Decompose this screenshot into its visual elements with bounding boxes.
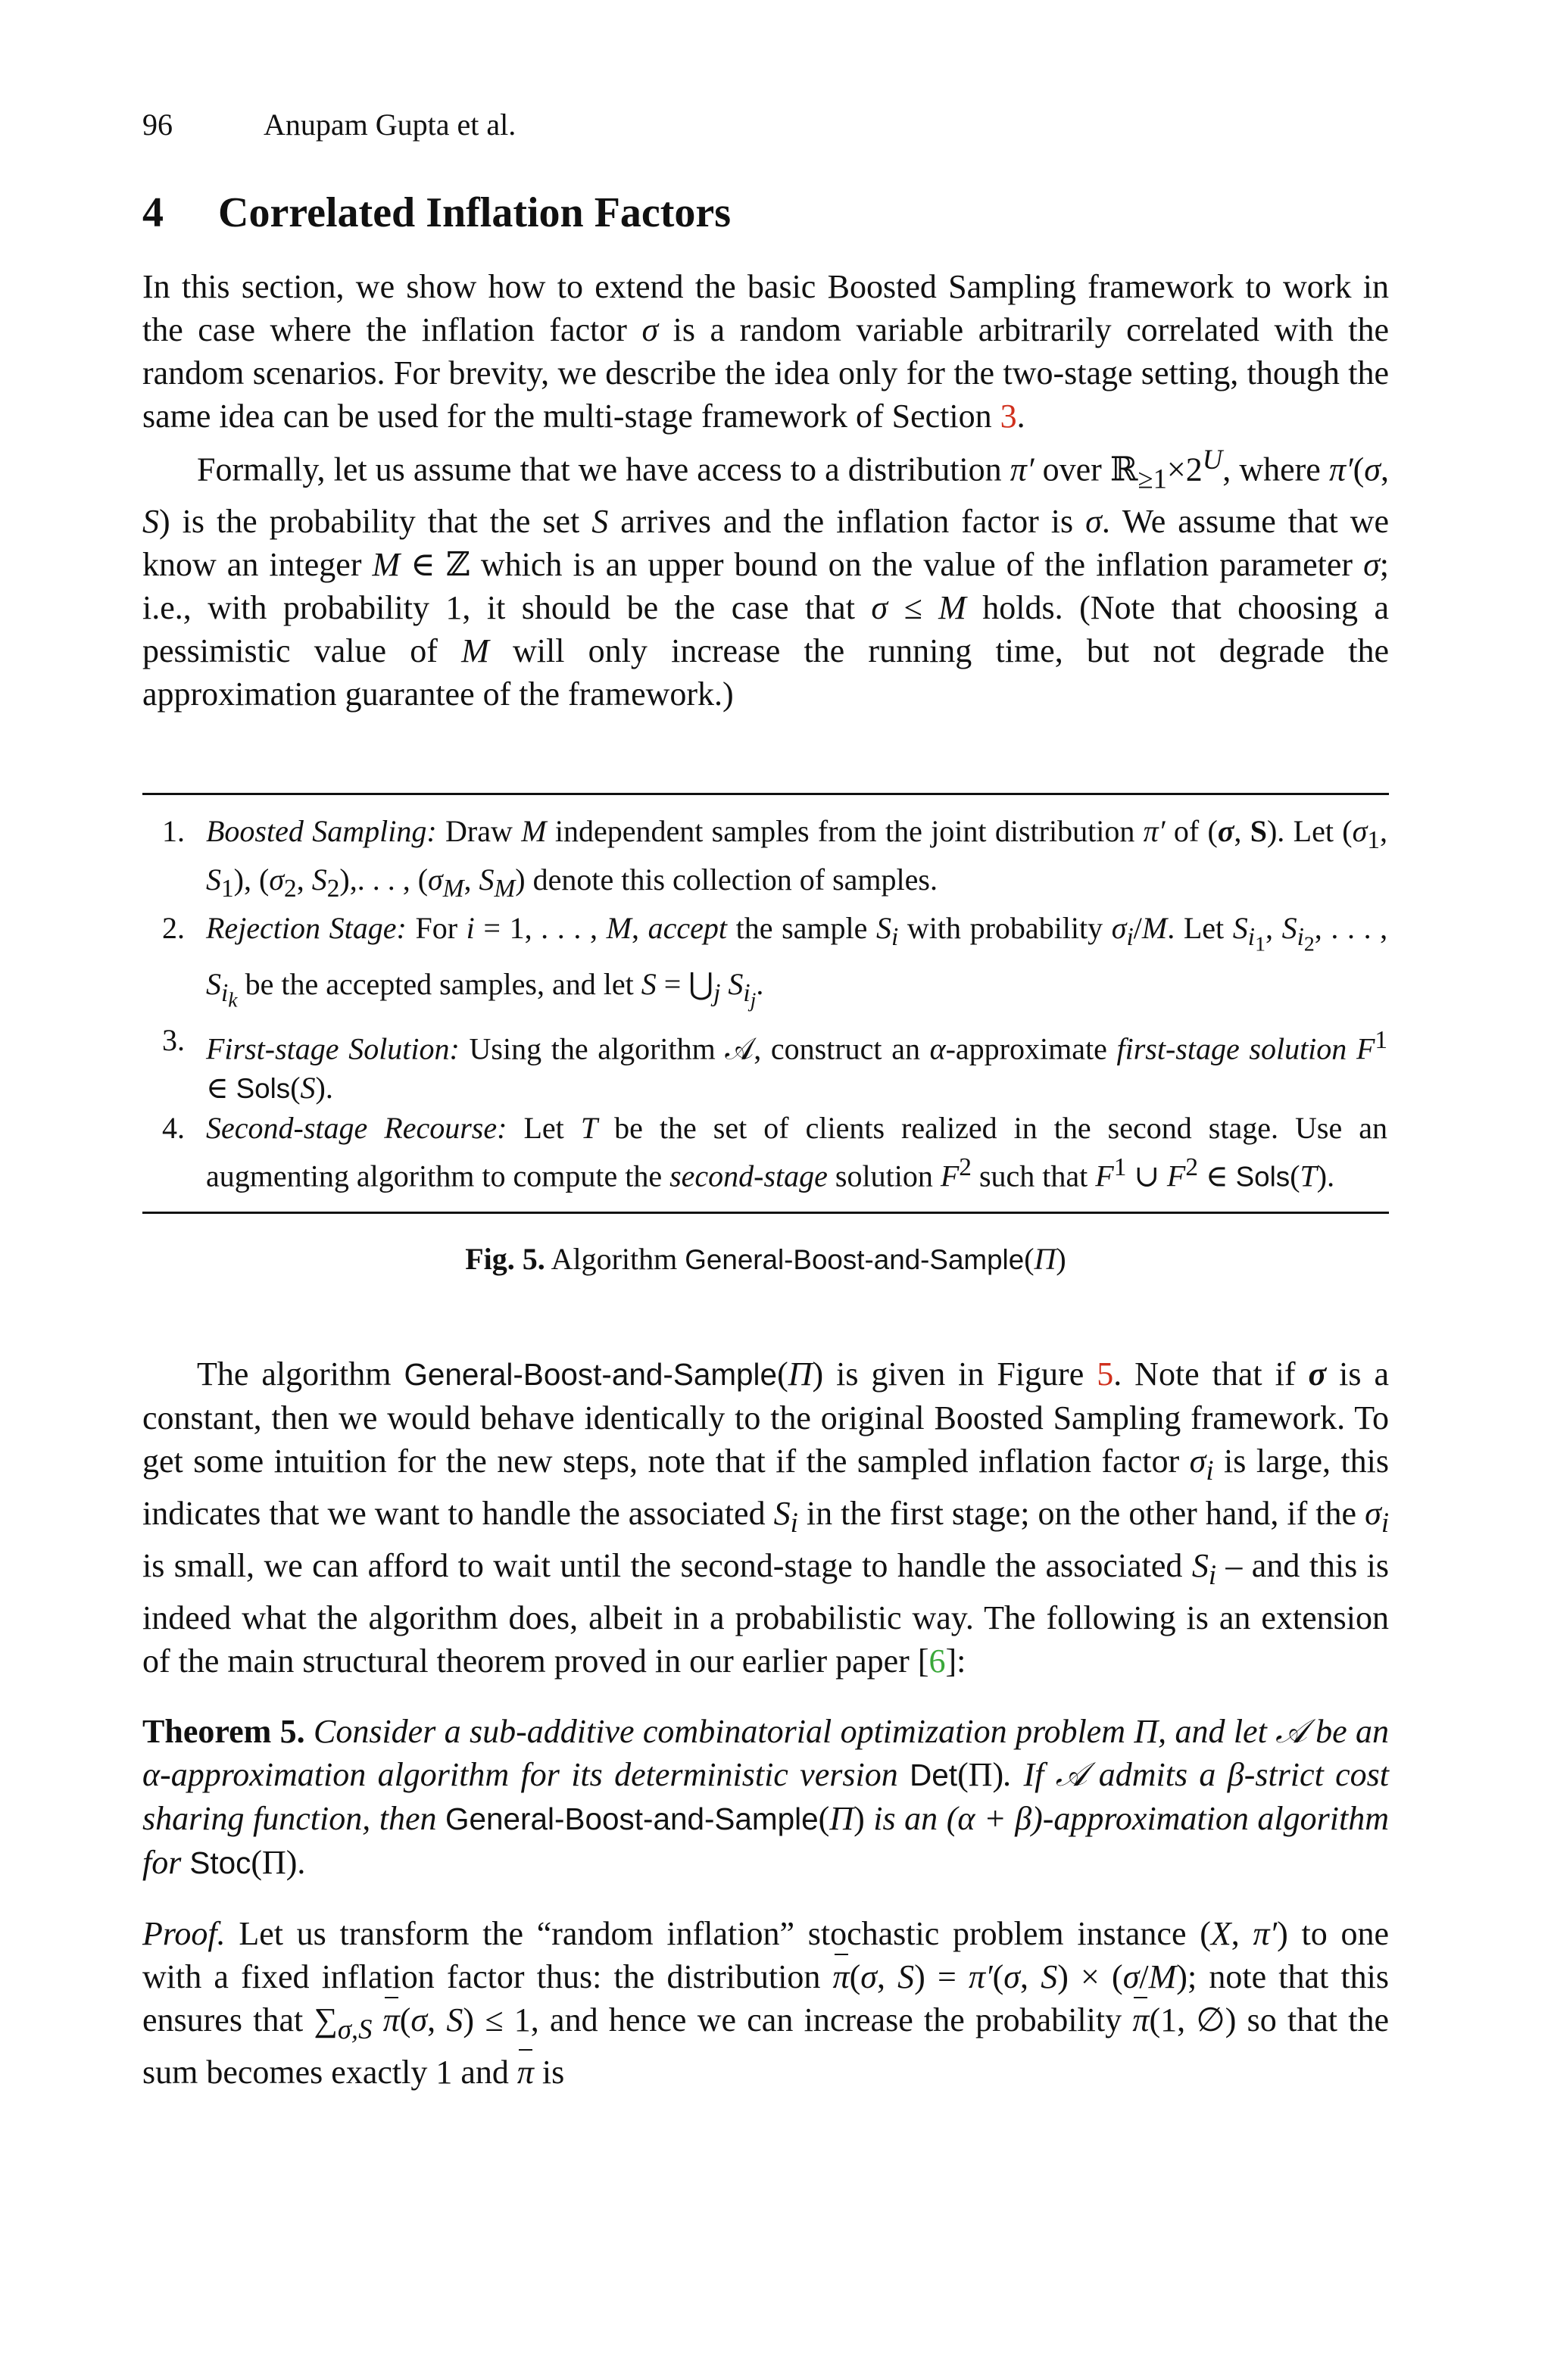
body-paragraph: The algorithm General-Boost-and-Sample(Π) is given in Figure 5. Note that if σ is a constant, then we would behave identically to the original Boosted Sampling framework. To get some intuition for the new steps, note that if the sampled inflation factor $\sigma_i$ is large, this indicates that we want to handle the associated $S_i$ in the first stage; on the other hand, if the $\sigma_i$ is small, we can afford to wait until the second-stage to handle the associated $S_i$ – and this is indeed what the algorithm does, albeit in a probabilistic way. The following is an extension of the main structural theorem proved in our earlier paper [6]:: [142, 1355, 1390, 1680]
section-heading: [142, 186, 1389, 239]
theorem: Theorem 5. Consider a sub-additive combinatorial optimization problem Π, and let 𝒜 be an α-approximation algorithm for its deterministic version Det(Π). If 𝒜 admits a β-strict cost sharing function, then General-Boost-and-Sample(Π) is an (α + β)-approximation algorithm for Stoc(Π).: [142, 1712, 1390, 1881]
figure-ref-link[interactable]: 5: [1097, 1355, 1114, 1393]
section-ref-link[interactable]: 3: [1000, 398, 1017, 435]
proof: Proof. Let us transform the “random inflation” stochastic problem instance (X, π′) to one with a fixed inflation factor thus: the distribution π(σ, S) = π′(σ, S) × (σ/M); note that this ensures that $\sum_{\sigma,S}$ π(σ, S) ≤ 1, and hence we can increase the probability π(1, ∅) so that the sum becomes exactly 1 and π is: [142, 1912, 1389, 2094]
algorithm-steps: [142, 812, 1389, 1196]
running-head-authors: Anupam Gupta et al.: [264, 108, 516, 142]
running-head: [142, 106, 1389, 144]
algorithm-step: 4. Second-stage Recourse: Let T be the set of clients realized in the second stage. Use an augmenting algorithm to compute the second-stage solution $F^2$ such that $F^1$ ∪ $F^2$ ∈ Sols(T).: [162, 1111, 1387, 1193]
algorithm-step: 1. Boosted Sampling: Draw M independent samples from the joint distribution π′ of (σ, S). Let ($\sigma_1$, $S_1$), ($\sigma_2$, $S_2$),. . . , ($\sigma_M$, $S_M$) denote this collection of samples.: [162, 814, 1388, 903]
section-number: 4: [142, 189, 164, 236]
figure-caption: Fig. 5. Algorithm General-Boost-and-Sample(Π): [465, 1242, 1066, 1277]
formal-paragraph: Formally, let us assume that we have access to a distribution π′ over $ℝ_{\ge 1}\times 2^U$, where π′(σ, S) is the probability that the set S arrives and the inflation factor is σ. We assume that we know an integer M ∈ ℤ which is an upper bound on the value of the inflation parameter σ; i.e., with probability 1, it should be the case that σ ≤ M holds. (Note that choosing a pessimistic value of M will only increase the running time, but not degrade the approximation guarantee of the framework.): [142, 444, 1390, 713]
page: [142, 106, 1389, 2094]
proof-label: Proof.: [142, 1914, 226, 1952]
theorem-label: Theorem 5.: [142, 1712, 305, 1750]
figure-label: Fig. 5.: [465, 1242, 545, 1277]
algorithm-step: 2. Rejection Stage: For i = 1, . . . , M, accept the sample $S_i$ with probability $\sigma_i/M$. Let $S_{i_1}$, $S_{i_2}$, . . . , $S_{i_k}$ be the accepted samples, and let $S = ⋃_j$ $S_{i_j}$.: [162, 911, 1388, 1012]
citation-link[interactable]: 6: [928, 1642, 946, 1680]
algorithm-step: 3. First-stage Solution: Using the algorithm 𝒜, construct an α-approximate first-stage solution $F^1$ ∈ Sols(S).: [162, 1022, 1388, 1106]
section-title: Correlated Inflation Factors: [218, 189, 732, 236]
intro-paragraph: In this section, we show how to extend the basic Boosted Sampling framework to work in the case where the inflation factor σ is a random variable arbitrarily correlated with the random scenarios. For brevity, we describe the idea only for the two-stage setting, though the same idea can be used for the multi-stage framework of Section 3.: [142, 268, 1389, 435]
page-number: 96: [142, 108, 173, 142]
algorithm-figure: [142, 793, 1389, 1214]
